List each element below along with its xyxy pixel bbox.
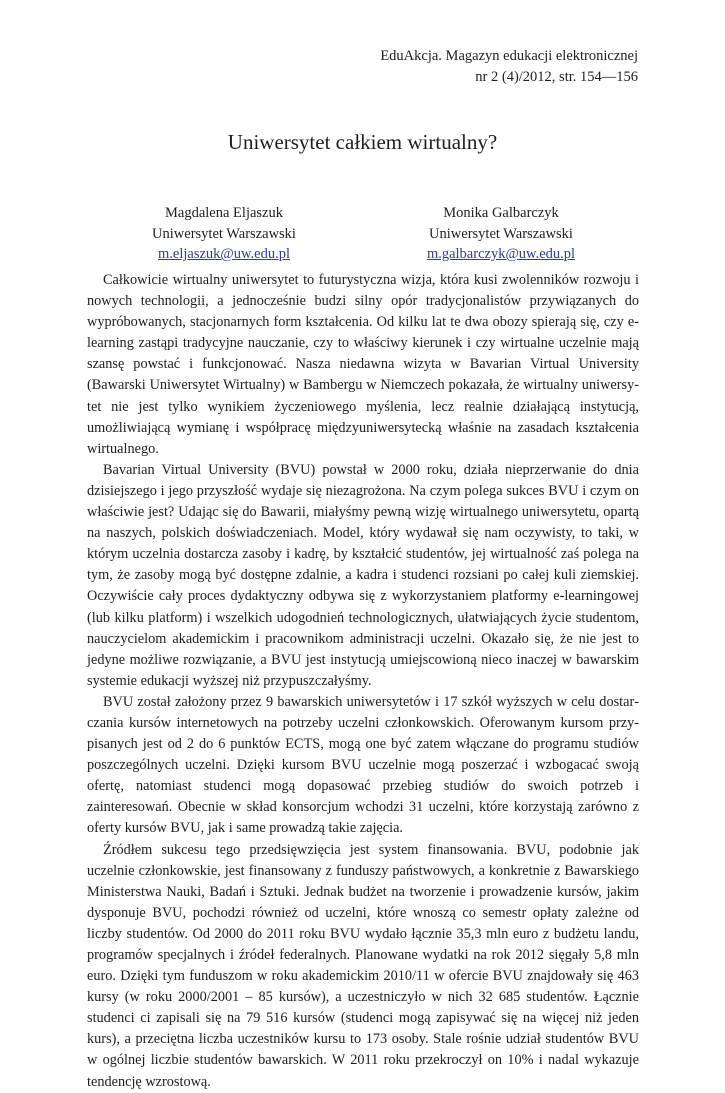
author-name: Monika Galbarczyk: [443, 205, 559, 221]
author-email-link[interactable]: m.eljaszuk@uw.edu.pl: [157, 246, 290, 262]
author-email-link[interactable]: m.galbarczyk@uw.edu.pl: [426, 246, 576, 262]
journal-name: EduAkcja. Magazyn edukacji elektronicznej: [380, 48, 638, 64]
paragraph: BVU został założony przez 9 bawarskich uniwersytetów i 17 szkół wyższych w celu dostarczania kursów internetowych na potrzeby uczelni członkowskich. Oferowanym kursom przypisanych jest od 2 do 6 punktów ECTS, mogą one być zatem włączane do programu studiów poszczególnych uczelni. Dzięki kursom BVU uczelnie mogą poszerzać i wzbogacać swoją ofertę, natomiast studenci mogą dopasować przebieg studiów do swoich potrzeb i zainteresowań. Obecnie w skład konsorcjum wchodzi 31 uczelni, które korzystają zarówno z oferty kursów BVU, jak i same prowadzą takie zajęcia.: [87, 693, 639, 837]
journal-header: [380, 46, 638, 88]
article-body: [87, 270, 639, 1093]
paper-title: Uniwersytet całkiem wirtualny?: [227, 130, 498, 154]
author-block: [104, 203, 344, 265]
author-block: [381, 203, 621, 265]
author-affiliation: Uniwersytet Warszawski: [429, 225, 573, 242]
paragraph: Źródłem sukcesu tego przedsięwzięcia jest system finansowania. BVU, podobnie jak uczelnie członkowskie, jest finansowany z funduszy państwowych, a konkretnie z Bawarskiego Ministerstwa Nauki, Badań i Sztuki. Jednak budżet na tworzenie i prowadzenie kursów, jakim dysponuje BVU, pochodzi również od uczelni, które wnoszą co semestr opłaty zależne od liczby studentów. Od 2000 do 2011 roku BVU wydało łącznie 35,3 mln euro z budżetu landu, programów specjalnych i źródeł federalnych. Planowane wydatki na rok 2012 sięgały 5,8 mln euro. Dzięki tym funduszom w roku akademickim 2010/11 w ofercie BVU znajdowały się 463 kursy (w roku 2000/2001 – 85 kursów), a uczestniczyło w nich 32 685 studentów. Łącznie studenci ci zapisali się na 79 516 kursów (studenci mogą zapisywać się na więcej niż jeden kurs), a przeciętna liczba uczestników kursu to 173 osoby. Stale rośnie udział studentów BVU w ogólnej liczbie studentów bawarskich. W 2011 roku przekroczył on 10% i nadal wykazuje tendencję wzrostową.: [87, 841, 639, 1090]
author-name: Magdalena Eljaszuk: [165, 205, 283, 221]
author-affiliation: Uniwersytet Warszawski: [152, 225, 296, 242]
paragraph: Bavarian Virtual University (BVU) powstał w 2000 roku, działa nieprzerwanie do dnia dzisiejszego i jego przyszłość wydaje się niezagrożona. Na czym polega sukces BVU i czym on właściwie jest? Udając się do Bawarii, miałyśmy pewną wizję wirtualnego uniwersytetu, opartą na naszych, polskich doświadczeniach. Model, który wydawał się nam oczywisty, to taki, w którym uczelnia dostarcza zasoby i kadrę, by kształcić studentów, jej wirtualność zaś polega na tym, że zasoby mogą być dostępne zdalnie, a kadra i studenci rozsiani po całej kuli ziemskiej. Oczywiście cały proces dydaktyczny odbywa się z wykorzystaniem platformy e-learningowej (lub kilku platform) i wszelkich udogodnień technologicznych, ułatwiających życie studentom, nauczycielom akademickim i pracownikom administracji uczelni. Okazało się, że nie jest to jedyne możliwe rozwiązanie, a BVU jest instytucją umiejscowioną nieco inaczej w bawarskim systemie edukacji wyższej niż przypuszczałyśmy.: [87, 461, 639, 689]
journal-issue: nr 2 (4)/2012, str. 154—156: [475, 69, 638, 85]
paragraph: Całkowicie wirtualny uniwersytet to futurystyczna wizja, która kusi zwolenników rozwoju i nowych technologii, a jednocześnie budzi silny opór tradycjonalistów przywiązanych do wypróbowanych, stacjonarnych form kształcenia. Od kilku lat te dwa obozy spierają się, czy e-learning zastąpi tradycyjne nauczanie, czy to właściwy kierunek i czy wirtualne uczelnie mają szansę powstać i funkcjonować. Nasza niedawna wizyta w Bavarian Virtual University (Bawarski Uniwersytet Wirtualny) w Bambergu w Niemczech pokazała, że wirtualny uniwersytet nie jest tylko wynikiem życzeniowego myślenia, lecz realnie działającą instytucją, umożliwiającą wymianę i współpracę międzyuniwersytecką właśnie na zasadach kształcenia wirtualnego.: [87, 272, 639, 457]
